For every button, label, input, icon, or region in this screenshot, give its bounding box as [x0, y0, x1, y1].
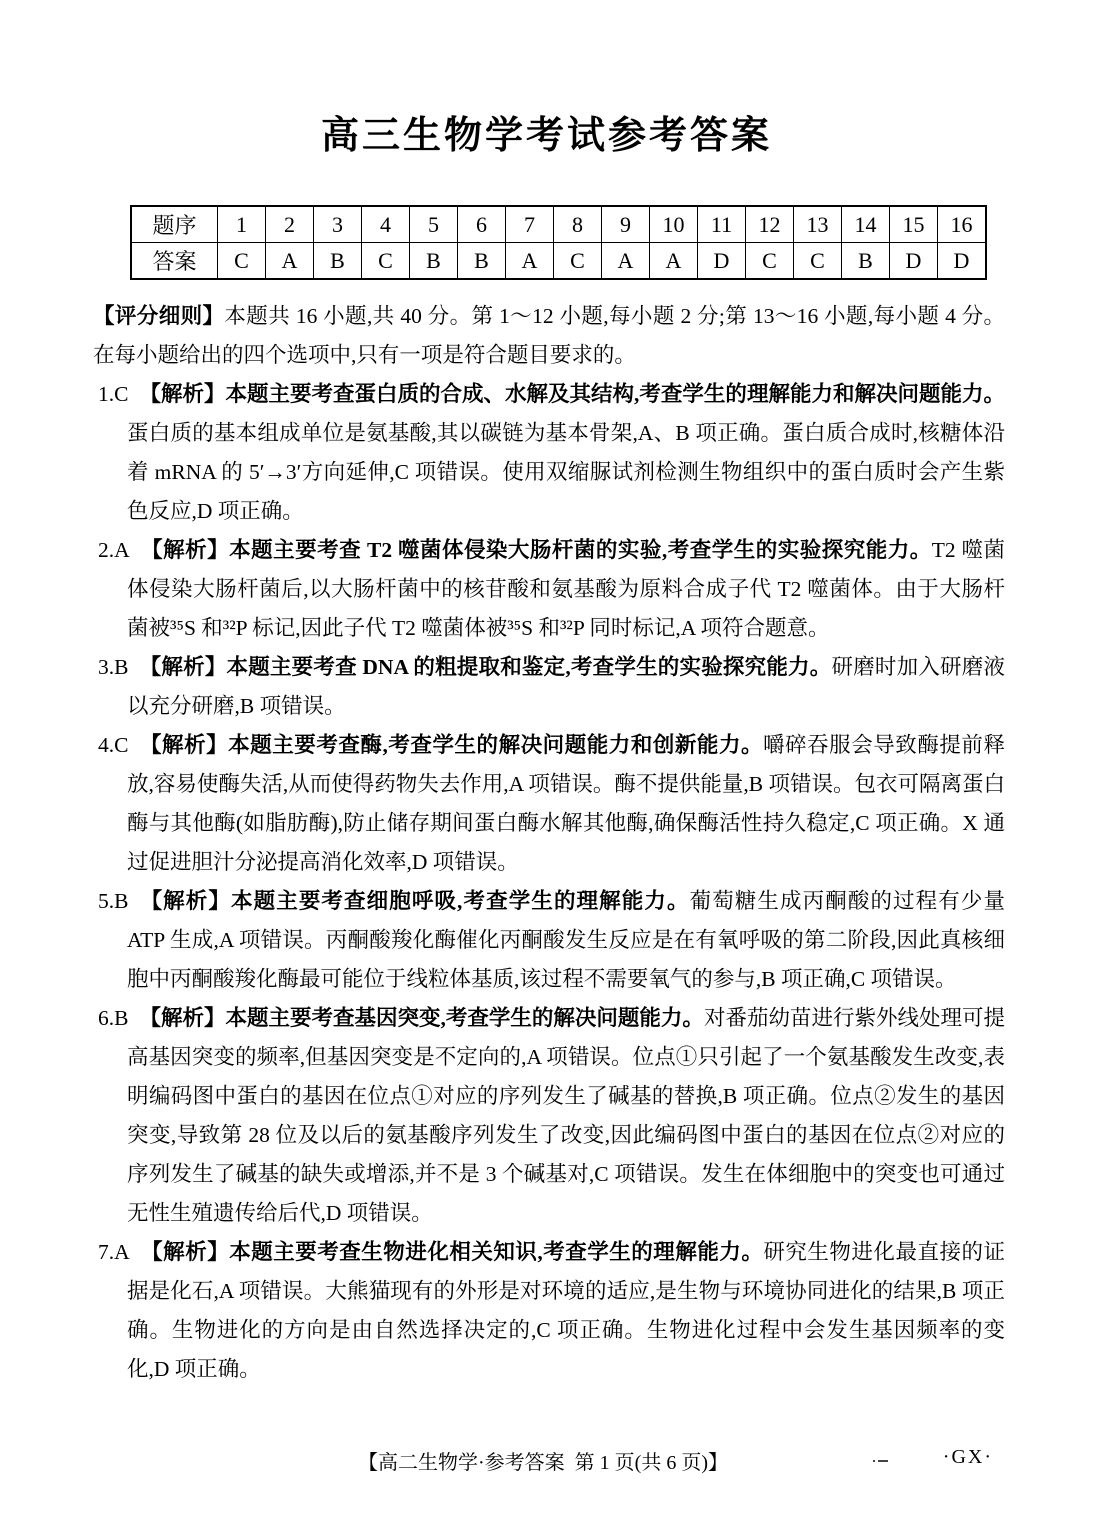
question-number-row	[131, 206, 986, 243]
question-number-cell: 6	[458, 206, 506, 243]
item-body: 葡萄糖生成丙酮酸的过程有少量 ATP 生成,A 项错误。丙酮酸羧化酶催化丙酮酸发生反应是在有氧呼吸的第二阶段,因此真核细胞中丙酮酸羧化酶最可能位于线粒体基质,该过程不需要氧气的参与,B 项正确,C 项错误。	[127, 889, 1005, 991]
item-lead: 本题主要考查 DNA 的粗提取和鉴定,考查学生的实验探究能力。	[226, 655, 832, 679]
question-number-cell: 8	[554, 206, 602, 243]
question-number-cell: 4	[362, 206, 410, 243]
explanation-item-3	[98, 648, 1005, 726]
analysis-tag: 【解析】	[139, 733, 229, 757]
item-body: 研究生物进化最直接的证据是化石,A 项错误。大熊猫现有的外形是对环境的适应,是生物与环境协同进化的结果,B 项正确。生物进化的方向是由自然选择决定的,C 项正确。生物进化过程中会发生基因频率的变化,D 项正确。	[127, 1240, 1005, 1381]
row-header-answer: 答案	[131, 243, 218, 280]
question-number-cell: 2	[266, 206, 314, 243]
question-number-cell: 16	[938, 206, 987, 243]
analysis-tag: 【解析】	[139, 382, 226, 406]
item-body: 研磨时加入研磨液以充分研磨,B 项错误。	[127, 655, 1005, 718]
item-number-answer: 5.B	[98, 889, 129, 913]
answer-cell: C	[362, 243, 410, 280]
explanation-item-1	[98, 375, 1005, 531]
item-lead: 本题主要考查酶,考查学生的解决问题能力和创新能力。	[228, 733, 764, 757]
explanations-section	[93, 297, 1005, 1389]
analysis-tag: 【解析】	[139, 655, 227, 679]
footer-page-label: 【高二生物学·参考答案 第 1 页(共 6 页)】	[358, 1452, 728, 1474]
question-number-cell: 1	[218, 206, 266, 243]
answer-cell: B	[458, 243, 506, 280]
item-number-answer: 2.A	[98, 538, 130, 562]
answer-cell: A	[602, 243, 650, 280]
question-number-cell: 15	[890, 206, 938, 243]
item-lead: 本题主要考查 T2 噬菌体侵染大肠杆菌的实验,考查学生的实验探究能力。	[229, 538, 932, 562]
page-footer	[0, 1446, 1093, 1486]
answer-cell: C	[554, 243, 602, 280]
explanation-item-4	[98, 726, 1005, 882]
question-number-cell: 14	[842, 206, 890, 243]
answer-cell: C	[746, 243, 794, 280]
explanation-item-6	[98, 999, 1005, 1233]
answer-cell: B	[842, 243, 890, 280]
question-number-cell: 9	[602, 206, 650, 243]
item-number-answer: 7.A	[98, 1240, 130, 1264]
page-title: 高三生物学考试参考答案	[320, 115, 772, 157]
row-header-question-number: 题序	[131, 206, 218, 243]
analysis-tag: 【解析】	[140, 1240, 230, 1264]
scan-artifact-mark	[878, 1460, 888, 1462]
answer-cell: A	[650, 243, 698, 280]
item-lead: 本题主要考查蛋白质的合成、水解及其结构,考查学生的理解能力和解决问题能力。	[225, 382, 1005, 406]
item-lead: 本题主要考查细胞呼吸,考查学生的理解能力。	[231, 889, 690, 913]
item-body: 蛋白质的基本组成单位是氨基酸,其以碳链为基本骨架,A、B 项正确。蛋白质合成时,核糖体沿着 mRNA 的 5′→3′方向延伸,C 项错误。使用双缩脲试剂检测生物组织中的蛋白质时会产生紫色反应,D 项正确。	[127, 421, 1005, 523]
item-body: T2 噬菌体侵染大肠杆菌后,以大肠杆菌中的核苷酸和氨基酸为原料合成子代 T2 噬菌体。由于大肠杆菌被³⁵S 和³²P 标记,因此子代 T2 噬菌体被³⁵S 和³²P 同时标记,A 项符合题意。	[127, 538, 1005, 640]
answer-row	[131, 243, 986, 280]
item-number-answer: 4.C	[98, 733, 129, 757]
analysis-tag: 【解析】	[139, 1006, 226, 1030]
answer-cell: B	[410, 243, 458, 280]
item-number-answer: 3.B	[98, 655, 129, 679]
analysis-tag: 【解析】	[140, 538, 230, 562]
item-body: 对番茄幼苗进行紫外线处理可提高基因突变的频率,但基因突变是不定向的,A 项错误。位点①只引起了一个氨基酸发生改变,表明编码图中蛋白的基因在位点①对应的序列发生了碱基的替换,B 项正确。位点②发生的基因突变,导致第 28 位及以后的氨基酸序列发生了改变,因此编码图中蛋白的基因在位点②对应的序列发生了碱基的缺失或增添,并不是 3 个碱基对,C 项错误。发生在体细胞中的突变也可通过无性生殖遗传给后代,D 项错误。	[127, 1006, 1005, 1225]
scoring-rule-text: 本题共 16 小题,共 40 分。第 1～12 小题,每小题 2 分;第 13～16 小题,每小题 4 分。在每小题给出的四个选项中,只有一项是符合题目要求的。	[93, 304, 1005, 367]
explanation-item-2	[98, 531, 1005, 648]
answer-cell: C	[218, 243, 266, 280]
question-number-cell: 11	[698, 206, 746, 243]
explanation-item-7	[98, 1233, 1005, 1389]
answer-key-table	[130, 205, 987, 280]
scoring-rule-paragraph	[93, 297, 1005, 375]
answer-cell: D	[890, 243, 938, 280]
item-number-answer: 1.C	[98, 382, 129, 406]
answer-cell: D	[698, 243, 746, 280]
question-number-cell: 5	[410, 206, 458, 243]
question-number-cell: 10	[650, 206, 698, 243]
item-lead: 本题主要考查基因突变,考查学生的解决问题能力。	[225, 1006, 704, 1030]
question-number-cell: 12	[746, 206, 794, 243]
question-number-cell: 7	[506, 206, 554, 243]
footer-code: ·GX·	[942, 1446, 993, 1468]
question-number-cell: 3	[314, 206, 362, 243]
scoring-rule-label: 【评分细则】	[93, 304, 225, 328]
question-number-cell: 13	[794, 206, 842, 243]
item-body: 嚼碎吞服会导致酶提前释放,容易使酶失活,从而使得药物失去作用,A 项错误。酶不提供能量,B 项错误。包衣可隔离蛋白酶与其他酶(如脂肪酶),防止储存期间蛋白酶水解其他酶,确保酶活性持久稳定,C 项正确。X 通过促进胆汁分泌提高消化效率,D 项错误。	[127, 733, 1005, 874]
answer-cell: B	[314, 243, 362, 280]
answer-cell: C	[794, 243, 842, 280]
analysis-tag: 【解析】	[139, 889, 231, 913]
answer-cell: D	[938, 243, 987, 280]
item-number-answer: 6.B	[98, 1006, 129, 1030]
item-lead: 本题主要考查生物进化相关知识,考查学生的理解能力。	[229, 1240, 764, 1264]
answer-cell: A	[266, 243, 314, 280]
explanation-item-5	[98, 882, 1005, 999]
answer-cell: A	[506, 243, 554, 280]
